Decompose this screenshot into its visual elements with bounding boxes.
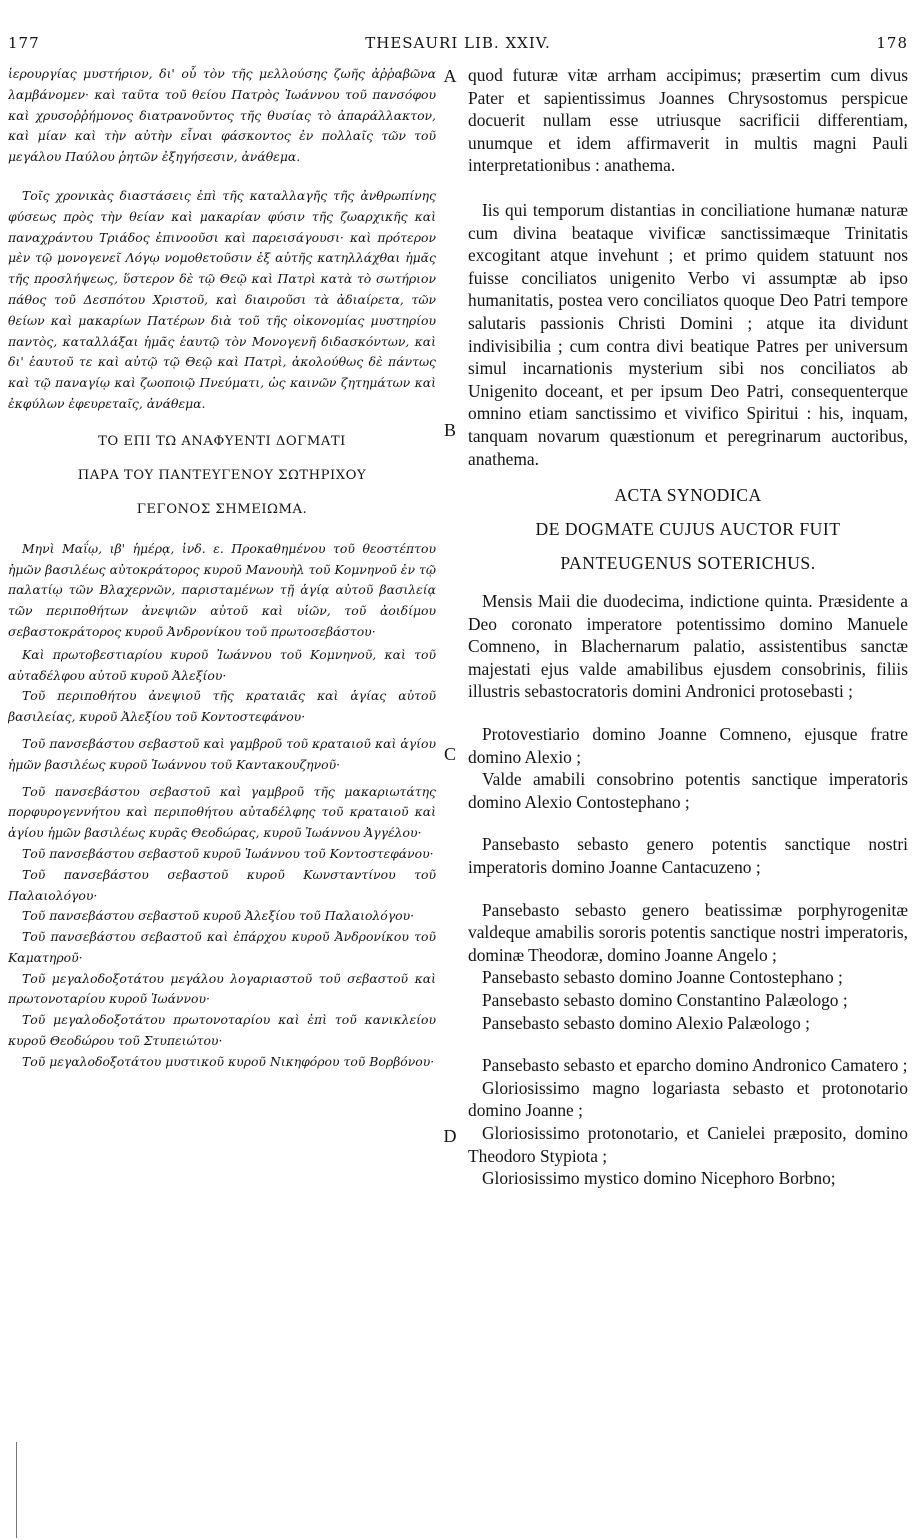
right-page-number: 178 — [876, 34, 908, 52]
latin-column — [468, 64, 908, 1520]
latin-list-entry: Gloriosissimo protonotario, et Canielei præposito, domino Theodoro Stypiota ; — [468, 1122, 908, 1166]
latin-list-entry: Pansebasto sebasto domino Joanne Contostephano ; — [482, 967, 843, 988]
running-title: THESAURI LIB. XXIV. — [365, 34, 551, 52]
margin-letter-c: C — [443, 744, 456, 764]
latin-list-entry: Gloriosissimo magno logariasta sebasto et protonotario domino Joanne ; — [468, 1077, 908, 1121]
margin-letter-d: D — [443, 1126, 457, 1146]
latin-paragraph: Mensis Maii die duodecima, indictione quinta. Præsidente a Deo coronato imperatore potentissimo domino Manuele Comneno, in Blachernarum palatio, assistentibus sanctæ majestati ejus valde amabilibus ejusdem consobrinis, filiis illustris sebastocratoris domini Andronici protosebasti ; — [468, 591, 908, 702]
greek-list-entry: Τοῦ μεγαλοδοξοτάτου πρωτονοταρίου καὶ ἐπὶ τοῦ κανικλείου κυροῦ Θεοδώρου τοῦ Στυπειώτου· — [8, 1012, 436, 1049]
greek-paragraph: ἱερουργίας μυστήριον, δι' οὗ τὸν τῆς μελλούσης ζωῆς ἀῤῥαβῶνα λαμβάνομεν· καὶ ταῦτα τοῦ θείου Πατρὸς Ἰωάννου τοῦ πανσόφου καὶ χρυσοῤῥήμονος διατρανοῦντος τῆς θυσίας τὸ ἀπαράλλακτον, καὶ μίαν καὶ τὴν αὐτὴν εἶναι φάσκοντος ἐν πολλαῖς τῶν τοῦ μεγάλου Παύλου ῥητῶν ἐξηγήσεσιν, ἀνάθεμα. — [8, 66, 436, 165]
margin-rule — [16, 1442, 17, 1538]
latin-heading-line: ACTA SYNODICA — [614, 485, 762, 506]
greek-list-entry: Τοῦ πανσεβάστου σεβαστοῦ κυροῦ Κωνσταντίνου τοῦ Παλαιολόγου· — [8, 866, 436, 903]
greek-list-entry: Τοῦ μεγαλοδοξοτάτου μεγάλου λογαριαστοῦ τοῦ σεβαστοῦ καὶ πρωτονοταρίου κυροῦ Ἰωάννου· — [8, 970, 436, 1007]
latin-heading-line: PANTEUGENUS SOTERICHUS. — [560, 553, 816, 574]
greek-list-entry: Τοῦ πανσεβάστου σεβαστοῦ καὶ ἐπάρχου κυροῦ Ἀνδρονίκου τοῦ Καματηροῦ· — [8, 929, 436, 965]
latin-list-entry: Pansebasto sebasto domino Alexio Palæologo ; — [482, 1012, 810, 1033]
latin-list-entry: Pansebasto sebasto genero beatissimæ porphyrogenitæ valdeque amabilis sororis potentis sanctique nostri imperatoris, dominæ Theodoræ, domino Joanne Angelo ; — [468, 899, 908, 965]
greek-heading-line: ΓΕΓΟΝΟΣ ΣΗΜΕΙΩΜΑ. — [136, 501, 308, 517]
greek-section-heading — [8, 425, 436, 527]
greek-list-entry: Καὶ πρωτοβεστιαρίου κυροῦ Ἰωάννου τοῦ Κομνηνοῦ, καὶ τοῦ αὐταδέλφου αὐτοῦ κυροῦ Ἀλεξίου· — [8, 646, 436, 683]
greek-list-entry: Τοῦ μεγαλοδοξοτάτου μυστικοῦ κυροῦ Νικηφόρου τοῦ Βορβόνου· — [22, 1053, 435, 1069]
latin-list-entry: Valde amabili consobrino potentis sanctique imperatoris domino Alexio Contostephano ; — [468, 769, 908, 812]
latin-section-heading — [468, 478, 908, 580]
latin-list-entry: Pansebasto sebasto genero potentis sanctique nostri imperatoris domino Joanne Cantacuzeno ; — [468, 834, 908, 878]
latin-list-entry: Gloriosissimo mystico domino Nicephoro Borbno; — [482, 1168, 836, 1189]
greek-list-entry: Τοῦ πανσεβάστου σεβαστοῦ κυροῦ Ἰωάννου τοῦ Κοντοστεφάνου· — [22, 845, 434, 861]
latin-heading-line: DE DOGMATE CUJUS AUCTOR FUIT — [535, 519, 841, 540]
greek-heading-line: ΤΟ ΕΠΙ ΤΩ ΑΝΑΦΥΕΝΤΙ ΔΟΓΜΑΤΙ — [98, 433, 346, 449]
greek-list-entry: Τοῦ πανσεβάστου σεβαστοῦ καὶ γαμβροῦ τῆς μακαριωτάτης πορφυρογεννήτου καὶ περιποθήτου αὐταδέλφης τοῦ κραταιοῦ καὶ ἁγίου ἡμῶν βασιλέως κυρᾶς Θεοδώρας, κυροῦ Ἰωάννου Ἀγγέλου· — [8, 783, 436, 841]
greek-column — [8, 64, 436, 1520]
margin-letter-b: B — [443, 420, 456, 440]
greek-heading-line: ΠΑΡΑ ΤΟΥ ΠΑΝΤΕΥΓΕΝΟΥ ΣΩΤΗΡΙΧΟΥ — [77, 467, 367, 483]
greek-list-entry: Τοῦ πανσεβάστου σεβαστοῦ κυροῦ Ἀλεξίου τοῦ Παλαιολόγου· — [22, 908, 415, 924]
latin-paragraph: quod futuræ vitæ arrham accipimus; præsertim cum divus Pater et sapientissimus Joannes Chrysostomus perspicue docuerit nullam esse utriusque sacrificii differentiam, unumque et idem affirmaverit in multis magni Pauli interpretationibus : anathema. — [468, 65, 908, 176]
running-header — [8, 34, 908, 56]
greek-list-entry: Τοῦ περιποθήτου ἀνεψιοῦ τῆς κραταιᾶς καὶ ἁγίας αὐτοῦ βασιλείας, κυροῦ Ἀλεξίου τοῦ Κοντοστεφάνου· — [8, 688, 436, 725]
greek-paragraph: Τοῖς χρονικὰς διαστάσεις ἐπὶ τῆς καταλλαγῆς τῆς ἀνθρωπίνης φύσεως πρὸς τὴν θείαν καὶ μακαρίαν φύσιν τῆς ζωαρχικῆς καὶ παναχράντου Τριάδος ἐπινοοῦσι καὶ παρεισάγουσι· καὶ πρότερον μὲν τῷ μονογενεῖ Λόγῳ νομοθετοῦσιν ἐξ αὐτῆς κατηλλάχθαι ἡμᾶς τῆς προσλήψεως, ὕστερον δὲ τῷ Θεῷ καὶ Πατρὶ κατὰ τὸ σωτήριον πάθος τοῦ Δεσπότου Χριστοῦ, καὶ διαιροῦσι τὰ ἀδιαίρετα, τῶν θείων καὶ μακαρίων Πατέρων διὰ τοῦ τῆς οἰκονομίας μυστηρίου παντὸς, καταλλάξαι ἡμᾶς ἑαυτῷ τὸν Μονογενῆ διδασκόντων, καὶ δι' ἑαυτοῦ τε καὶ αὐτῷ τῷ Θεῷ καὶ Πατρὶ, ἀκολούθως δὲ πάντως καὶ τῷ παναγίῳ καὶ ζωοποιῷ Πνεύματι, ὡς καινῶν ζητημάτων καὶ ἐκφύλων ἐφευρεταῖς, ἀνάθεμα. — [8, 187, 436, 411]
left-page-number: 177 — [8, 34, 40, 52]
greek-list-entry: Τοῦ πανσεβάστου σεβαστοῦ καὶ γαμβροῦ τοῦ κραταιοῦ καὶ ἁγίου ἡμῶν βασιλέως κυροῦ Ἰωάννου τοῦ Καντακουζηνοῦ· — [8, 735, 436, 772]
greek-paragraph: Μηνὶ Μαΐῳ, ιβ' ἡμέρᾳ, ἰνδ. ε. Προκαθημένου τοῦ θεοστέπτου ἡμῶν βασιλέως αὐτοκράτορος κυροῦ Μανουὴλ τοῦ Κομνηνοῦ ἐν τῷ παλατίῳ τῶν Βλαχερνῶν, παρισταμένων τῇ ἁγίᾳ αὐτοῦ βασιλείᾳ τῶν περιποθήτων ἀνεψιῶν αὐτοῦ καὶ υἱῶν, τοῦ ἀοιδίμου σεβαστοκράτορος κυροῦ Ἀνδρονίκου τοῦ πρωτοσεβάστου· — [8, 540, 436, 639]
latin-list-entry: Protovestiario domino Joanne Comneno, ejusque fratre domino Alexio ; — [468, 724, 908, 767]
margin-letter-a: A — [443, 66, 457, 86]
latin-list-entry: Pansebasto sebasto et eparcho domino Andronico Camatero ; — [482, 1055, 908, 1076]
latin-list-entry: Pansebasto sebasto domino Constantino Palæologo ; — [482, 990, 848, 1010]
latin-paragraph: Iis qui temporum distantias in conciliatione humanæ naturæ cum divina beataque vivificæ sanctissimæque Trinitatis excogitant atque invehunt ; et primo quidem statuunt nos fuisse conciliatos unigenito Verbo vi assumptæ ab ipso humanitatis, postea vero conciliatos quoque Deo Patri tempore salutaris passionis Christi Domini ; atque ita dividunt indivisibilia ; cum contra divi beatique Patres per universum simul incarnationis mysterium sibi nos conciliatos ab Unigenito doceant, et per ipsum Deo Patri, consequenterque omnino etiam sanctissimo et vivifico Spiritui : his, inquam, tanquam novarum quæstionum et peregrinarum auctoribus, anathema. — [468, 199, 908, 469]
